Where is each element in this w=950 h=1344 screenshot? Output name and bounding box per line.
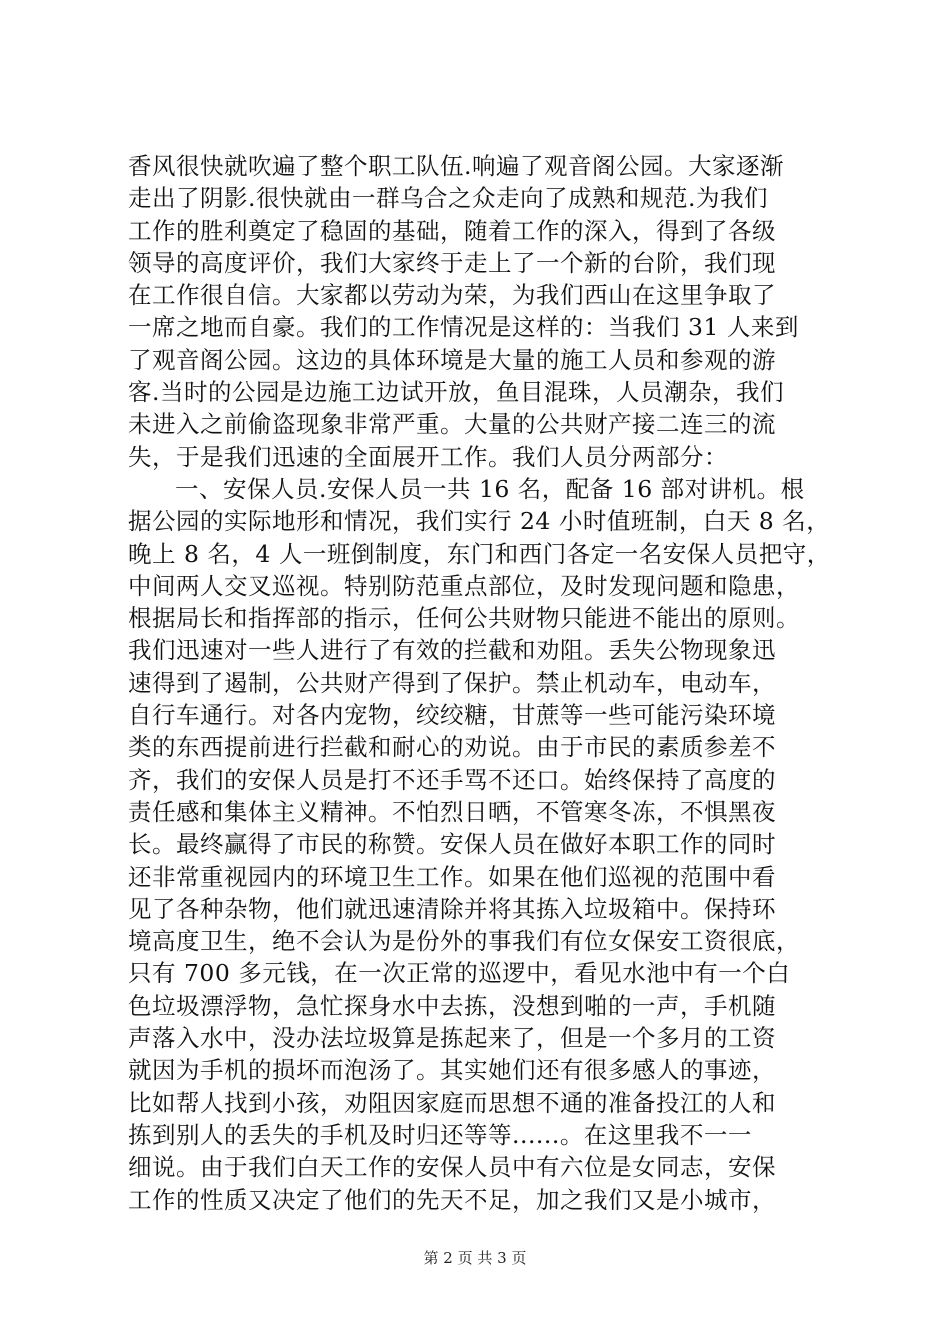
paragraph-start-line: 一、安保人员.安保人员一共 16 名，配备 16 部对讲机。根 (175, 474, 805, 503)
body-text (128, 150, 831, 1216)
text-line: 据公园的实际地形和情况，我们实行 24 小时值班制，白天 8 名， (128, 507, 831, 536)
text-line: 一席之地而自豪。我们的工作情况是这样的：当我们 31 人来到 (128, 313, 799, 342)
text-line: 领导的高度评价，我们大家终于走上了一个新的台阶，我们现 (128, 248, 776, 277)
text-line: 责任感和集体主义精神。不怕烈日晒，不管寒冬冻，不惧黑夜 (128, 797, 776, 826)
text-line: 长。最终赢得了市民的称赞。安保人员在做好本职工作的同时 (128, 830, 776, 859)
text-line: 中间两人交叉巡视。特别防范重点部位，及时发现问题和隐患， (128, 571, 800, 600)
text-line: 速得到了遏制，公共财产得到了保护。禁止机动车，电动车， (128, 668, 776, 697)
text-line: 只有 700 多元钱，在一次正常的巡逻中，看见水池中有一个白 (128, 959, 791, 988)
text-line: 见了各种杂物，他们就迅速清除并将其拣入垃圾箱中。保持环 (128, 894, 776, 923)
text-line: 了观音阁公园。这边的具体环境是大量的施工人员和参观的游 (128, 345, 776, 374)
text-line: 齐，我们的安保人员是打不还手骂不还口。始终保持了高度的 (128, 765, 776, 794)
text-line: 香风很快就吹遍了整个职工队伍.响遍了观音阁公园。大家逐渐 (128, 152, 784, 180)
text-line: 我们迅速对一些人进行了有效的拦截和劝阻。丢失公物现象迅 (128, 636, 776, 665)
text-line: 色垃圾漂浮物，急忙探身水中去拣，没想到啪的一声，手机随 (128, 991, 776, 1020)
text-line: 工作的性质又决定了他们的先天不足，加之我们又是小城市， (128, 1185, 776, 1214)
text-line: 自行车通行。对各内宠物，绞绞糖，甘蔗等一些可能污染环境 (128, 701, 776, 730)
page-footer: 第 2 页 共 3 页 (423, 1249, 527, 1267)
text-line: 境高度卫生，绝不会认为是份外的事我们有位女保安工资很底， (128, 927, 800, 956)
text-line: 失，于是我们迅速的全面展开工作。我们人员分两部分： (128, 442, 728, 471)
text-line: 未进入之前偷盗现象非常严重。大量的公共财产接二连三的流 (128, 410, 776, 439)
text-line: 拣到别人的丢失的手机及时归还等等......。在这里我不一一 (128, 1120, 752, 1149)
text-line: 比如帮人找到小孩，劝阻因家庭而思想不通的准备投江的人和 (128, 1088, 776, 1117)
text-line: 细说。由于我们白天工作的安保人员中有六位是女同志，安保 (128, 1153, 776, 1182)
text-line: 声落入水中，没办法垃圾算是拣起来了，但是一个多月的工资 (128, 1024, 776, 1053)
text-line: 还非常重视园内的环境卫生工作。如果在他们巡视的范围中看 (128, 862, 776, 891)
text-line: 工作的胜利奠定了稳固的基础，随着工作的深入，得到了各级 (128, 216, 776, 245)
text-line: 在工作很自信。大家都以劳动为荣，为我们西山在这里争取了 (128, 281, 776, 310)
text-line: 类的东西提前进行拦截和耐心的劝说。由于市民的素质参差不 (128, 733, 776, 762)
text-line: 晚上 8 名，4 人一班倒制度，东门和西门各定一名安保人员把守， (128, 539, 831, 568)
text-line: 就因为手机的损坏而泡汤了。其实她们还有很多感人的事迹， (128, 1056, 776, 1085)
text-line: 客.当时的公园是边施工边试开放，鱼目混珠，人员潮杂，我们 (128, 378, 784, 407)
text-line: 根据局长和指挥部的指示，任何公共财物只能进不能出的原则。 (128, 604, 800, 633)
text-line: 走出了阴影.很快就由一群乌合之众走向了成熟和规范.为我们 (128, 184, 768, 213)
